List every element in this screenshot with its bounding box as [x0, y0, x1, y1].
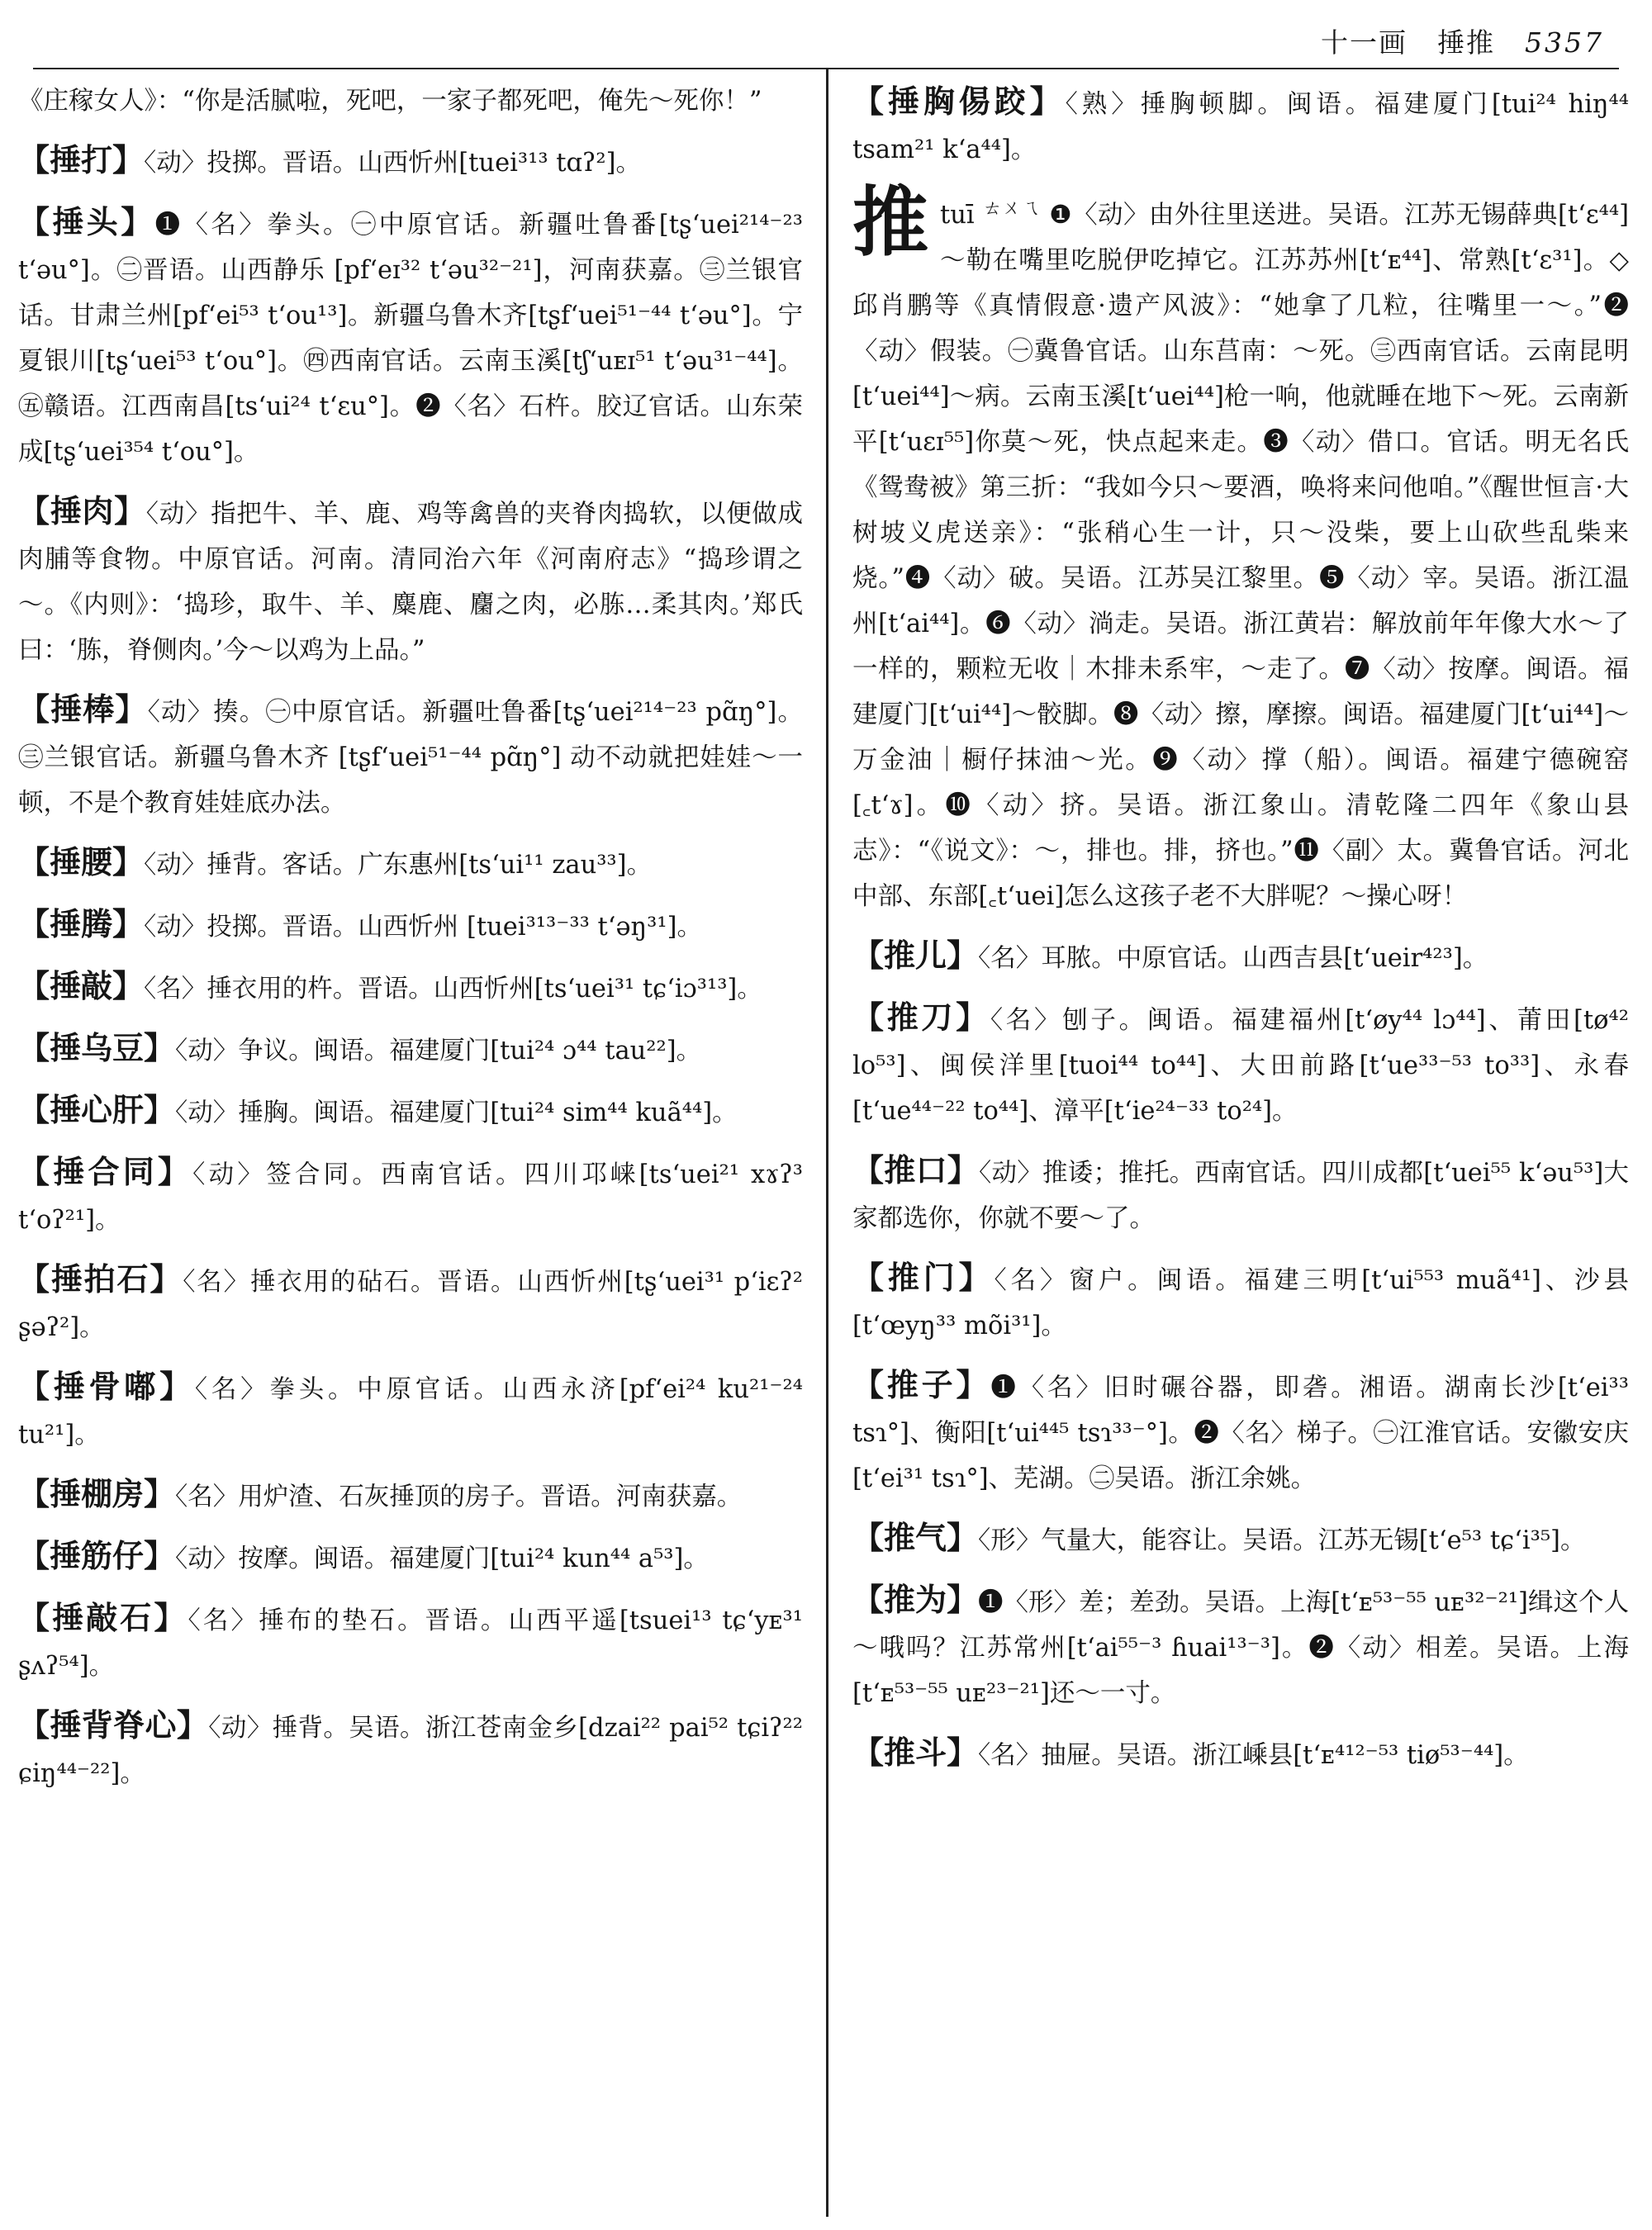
entry-text: 〈名〉捶衣用的砧石。晋语。山西忻州[tʂ‘uei³¹ p‘iɛʔ² ʂəʔ²]。 [18, 1268, 803, 1342]
entry-chuiqiaoshi [18, 1595, 803, 1689]
entry-headword: 【捶心肝】 [18, 1091, 176, 1128]
entry-headword: 【捶筋仔】 [18, 1537, 176, 1574]
entry-text: 〈动〉捶背。客话。广东惠州[ts‘ui¹¹ zau³³]。 [144, 851, 653, 880]
entry-headword: 【捶胸㑥跤】 [852, 83, 1066, 120]
entry-tuier [852, 932, 1629, 981]
entry-chuipaishi [18, 1256, 803, 1350]
entry-chuipengfang [18, 1471, 803, 1520]
entry-headword: 【捶骨嘟】 [18, 1368, 195, 1405]
entry-headword: 【捶肉】 [18, 492, 146, 529]
entry-text: 〈名〉刨子。闽语。福建福州[t‘øy⁴⁴ lɔ⁴⁴]、莆田[tø⁴² lo⁵³]、闽侯洋里[tuoi⁴⁴ to⁴⁴]、大田前路[t‘ue³³⁻⁵³ to³³]、永春[t‘ue⁴⁴⁻²² to⁴⁴]、漳平[t‘ie²⁴⁻³³ to²⁴]。 [852, 1006, 1629, 1127]
entry-tuidou [852, 1729, 1629, 1778]
entry-tuiwei [852, 1577, 1629, 1716]
entry-headword: 【推斗】 [852, 1734, 979, 1772]
entry-continuation [18, 78, 803, 124]
entry-chuixingan [18, 1087, 803, 1136]
entry-chuiwudou [18, 1025, 803, 1074]
entry-headword: 【推口】 [852, 1151, 980, 1189]
entry-text: 〈熟〉捶胸顿脚。闽语。福建厦门[tui²⁴ hiŋ⁴⁴ tsam²¹ k‘a⁴⁴]。 [852, 90, 1629, 164]
entry-text: ❶〈名〉拳头。㊀中原官话。新疆吐鲁番[tʂ‘uei²¹⁴⁻²³ t‘əu°]。㊁晋语。山西静乐 [pf‘eɪ³² t‘əu³²⁻²¹]，河南获嘉。㊂兰银官话。甘肃兰州[pf‘ei⁵³ t‘ou¹³]。新疆乌鲁木齐[tʂf‘uei⁵¹⁻⁴⁴ t‘əu°]。宁夏银川[tʂ‘uei⁵³ t‘ou°]。㊃西南官话。云南玉溪[tʃ‘uᴇɪ⁵¹ t‘əu³¹⁻⁴⁴]。㊄赣语。江西南昌[ts‘ui²⁴ t‘ɛu°]。❷〈名〉石杵。胶辽官话。山东荣成[tʂ‘uei³⁵⁴ t‘ou°]。 [18, 211, 803, 467]
entry-tuidao [852, 994, 1629, 1134]
entry-text: 〈动〉推诿；推托。西南官话。四川成都[t‘uei⁵⁵ k‘əu⁵³]大家都选你，你就不要～了。 [852, 1159, 1629, 1234]
entry-text: 〈名〉捶布的垫石。晋语。山西平遥[tsuei¹³ tɕ‘yᴇ³¹ ʂʌʔ⁵⁴]。 [18, 1606, 803, 1681]
entry-text: 〈动〉争议。闽语。福建厦门[tui²⁴ ɔ⁴⁴ tau²²]。 [175, 1037, 702, 1065]
entry-text: 〈动〉按摩。闽语。福建厦门[tui²⁴ kun⁴⁴ a⁵³]。 [175, 1544, 709, 1573]
entry-headword: 【推子】 [852, 1366, 991, 1404]
entry-headword: 【捶棒】 [18, 690, 148, 728]
entry-text: 〈动〉揍。㊀中原官话。新疆吐鲁番[tʂ‘uei²¹⁴⁻²³ pɑ̃ŋ°]。㊂兰银官话。新疆乌鲁木齐 [tʂf‘uei⁵¹⁻⁴⁴ pɑ̃ŋ°] 动不动就把娃娃～一顿，不是个教育娃娃底办法。 [18, 698, 803, 818]
entry-tuiqi [852, 1515, 1629, 1563]
entry-tuizi [852, 1362, 1629, 1502]
main-entry-senses: ❶〈动〉由外往里送进。吴语。江苏无锡薛典[t‘ɛ⁴⁴]～勒在嘴里吃脱伊吃掉它。江苏苏州[t‘ᴇ⁴⁴]、常熟[t‘ɛ³¹]。◇邱肖鹏等《真情假意·遗产风波》：“她拿了几粒，往嘴里一～。”❷〈动〉假装。㊀冀鲁官话。山东莒南：～死。㊂西南官话。云南昆明[t‘uei⁴⁴]～病。云南玉溪[t‘uei⁴⁴]枪一响，他就睡在地下～死。云南新平[t‘uɛɪ⁵⁵]你莫～死，快点起来走。❸〈动〉借口。官话。明无名氏《鸳鸯被》第三折：“我如今只～要酒，唤将来问他咱。”《醒世恒言·大树坡义虎送亲》：“张稍心生一计，只～没柴，要上山砍些乱柴来烧。”❹〈动〉破。吴语。江苏吴江黎里。❺〈动〉宰。吴语。浙江温州[t‘ai⁴⁴]。❻〈动〉淌走。吴语。浙江黄岩：解放前年年像大水～了一样的，颗粒无收｜木排未系牢，～走了。❼〈动〉按摩。闽语。福建厦门[t‘ui⁴⁴]～骹脚。❽〈动〉擦，摩擦。闽语。福建厦门[t‘ui⁴⁴]～万金油｜橱仔抹油～光。❾〈动〉撑（船）。闽语。福建宁德碗窑[꜀t‘ɤ]。❿〈动〉挤。吴语。浙江象山。清乾隆二四年《象山县志》：“《说文》：～，排也。排，挤也。”⓫〈副〉太。冀鲁官话。河北中部、东部[꜀t‘uei]怎么这孩子老不大胖呢？～操心呀！ [852, 201, 1629, 912]
entry-headword: 【捶拍石】 [18, 1260, 183, 1298]
left-column [18, 78, 803, 1810]
entry-chuijinzai [18, 1533, 803, 1582]
entry-chuibang [18, 686, 803, 826]
main-headword-zhuyin: ㄊㄨㄟ [982, 197, 1042, 219]
entry-text: 〈名〉抽屉。吴语。浙江嵊县[t‘ᴇ⁴¹²⁻⁵³ tiø⁵³⁻⁴⁴]。 [978, 1741, 1529, 1771]
entry-headword: 【捶乌豆】 [18, 1029, 176, 1066]
entry-text: 《庄稼女人》：“你是活腻啦，死吧，一家子都死吧，俺先～死你！” [18, 87, 762, 116]
entry-tuikou [852, 1147, 1629, 1241]
entry-headword: 【捶腰】 [18, 843, 145, 880]
entry-text: ❶〈形〉差；差劲。吴语。上海[t‘ᴇ⁵³⁻⁵⁵ uᴇ³²⁻²¹]缉这个人～哦吗？江苏常州[t‘ai⁵⁵⁻³ ɦuai¹³⁻³]。❷〈动〉相差。吴语。上海[t‘ᴇ⁵³⁻⁵⁵ uᴇ²³⁻²¹]还～一寸。 [852, 1588, 1629, 1709]
column-divider [826, 69, 828, 2217]
entry-text: 〈动〉签合同。西南官话。四川邛崃[ts‘uei²¹ xɤʔ³ t‘oʔ²¹]。 [18, 1160, 803, 1235]
entry-text: ❶〈名〉旧时碾谷器，即砻。湘语。湖南长沙[t‘ei³³ tsɿ°]、衡阳[t‘ui⁴⁴⁵ tsɿ³³⁻°]。❷〈名〉梯子。㊀江淮官话。安徽安庆[t‘ei³¹ tsɿ°]、芜湖。㊁吴语。浙江余姚。 [852, 1374, 1629, 1494]
entry-chuihetong [18, 1149, 803, 1243]
entry-text: 〈动〉投掷。晋语。山西忻州 [tuei³¹³⁻³³ t‘əŋ³¹]。 [144, 913, 702, 942]
entry-headword: 【捶打】 [18, 141, 145, 178]
entry-chuiyao [18, 839, 803, 888]
entry-chuigudu [18, 1364, 803, 1458]
entry-headword: 【捶背脊心】 [18, 1706, 209, 1744]
entry-headword: 【捶敲】 [18, 967, 145, 1004]
header-chars: 捶推 [1437, 26, 1496, 59]
main-headword-pinyin: tuī [940, 201, 975, 230]
entry-text: 〈形〉气量大，能容让。吴语。江苏无锡[t‘e⁵³ tɕ‘i³⁵]。 [978, 1526, 1586, 1556]
entry-chuiqiao [18, 963, 803, 1012]
right-column [852, 78, 1629, 1791]
entry-tuimen [852, 1255, 1629, 1349]
entry-text: 〈动〉捶胸。闽语。福建厦门[tui²⁴ sim⁴⁴ kuã⁴⁴]。 [175, 1098, 738, 1127]
entry-headword: 【捶合同】 [18, 1153, 193, 1190]
entry-text: 〈名〉捶衣用的杵。晋语。山西忻州[ts‘uei³¹ tɕ‘iɔ³¹³]。 [144, 975, 762, 1004]
page-number: 5357 [1525, 26, 1604, 59]
entry-chuirou [18, 488, 803, 673]
entry-headword: 【推刀】 [852, 999, 990, 1037]
main-entry-tui [852, 178, 1629, 919]
entry-text: 〈名〉窗户。闽语。福建三明[t‘ui⁵⁵³ muã⁴¹]、沙县[t‘œyŋ³³ mõi³¹]。 [852, 1266, 1629, 1341]
header-section: 十一画 [1321, 26, 1408, 59]
entry-text: 〈动〉投掷。晋语。山西忻州[tuei³¹³ tɑʔ²]。 [144, 149, 642, 178]
entry-headword: 【推门】 [852, 1259, 995, 1297]
page-header [1321, 21, 1604, 60]
entry-chuibeijixin [18, 1702, 803, 1796]
entry-chuida [18, 137, 803, 186]
entry-chuitou [18, 199, 803, 475]
entry-text: 〈名〉拳头。中原官话。山西永济[pf‘ei²⁴ ku²¹⁻²⁴ tu²¹]。 [18, 1375, 803, 1450]
entry-text: 〈名〉耳脓。中原官话。山西吉县[t‘ueir⁴²³]。 [978, 944, 1488, 974]
entry-headword: 【推气】 [852, 1519, 979, 1557]
main-headword-char: 推 [852, 178, 929, 267]
entry-headword: 【捶腾】 [18, 905, 145, 942]
entry-chuixiongzhanjiao [852, 78, 1629, 173]
entry-headword: 【推儿】 [852, 937, 979, 975]
entry-chuiteng [18, 901, 803, 950]
entry-headword: 【捶头】 [18, 203, 155, 240]
entry-text: 〈动〉捶背。吴语。浙江苍南金乡[dzai²² pai⁵² tɕiʔ²² ɕiŋ⁴⁴⁻²²]。 [18, 1714, 803, 1788]
entry-text: 〈名〉用炉渣、石灰捶顶的房子。晋语。河南获嘉。 [175, 1483, 743, 1511]
entry-headword: 【推为】 [852, 1581, 979, 1619]
entry-headword: 【捶敲石】 [18, 1599, 188, 1636]
entry-text: 〈动〉指把牛、羊、鹿、鸡等禽兽的夹脊肉捣软，以便做成肉脯等食物。中原官话。河南。清同治六年《河南府志》“捣珍谓之～。《内则》：‘捣珍，取牛、羊、麋鹿、麕之肉，必胨…柔其肉。’郑氏曰：‘胨，脊侧肉。’今～以鸡为上品。” [18, 500, 803, 665]
entry-headword: 【捶棚房】 [18, 1475, 176, 1512]
